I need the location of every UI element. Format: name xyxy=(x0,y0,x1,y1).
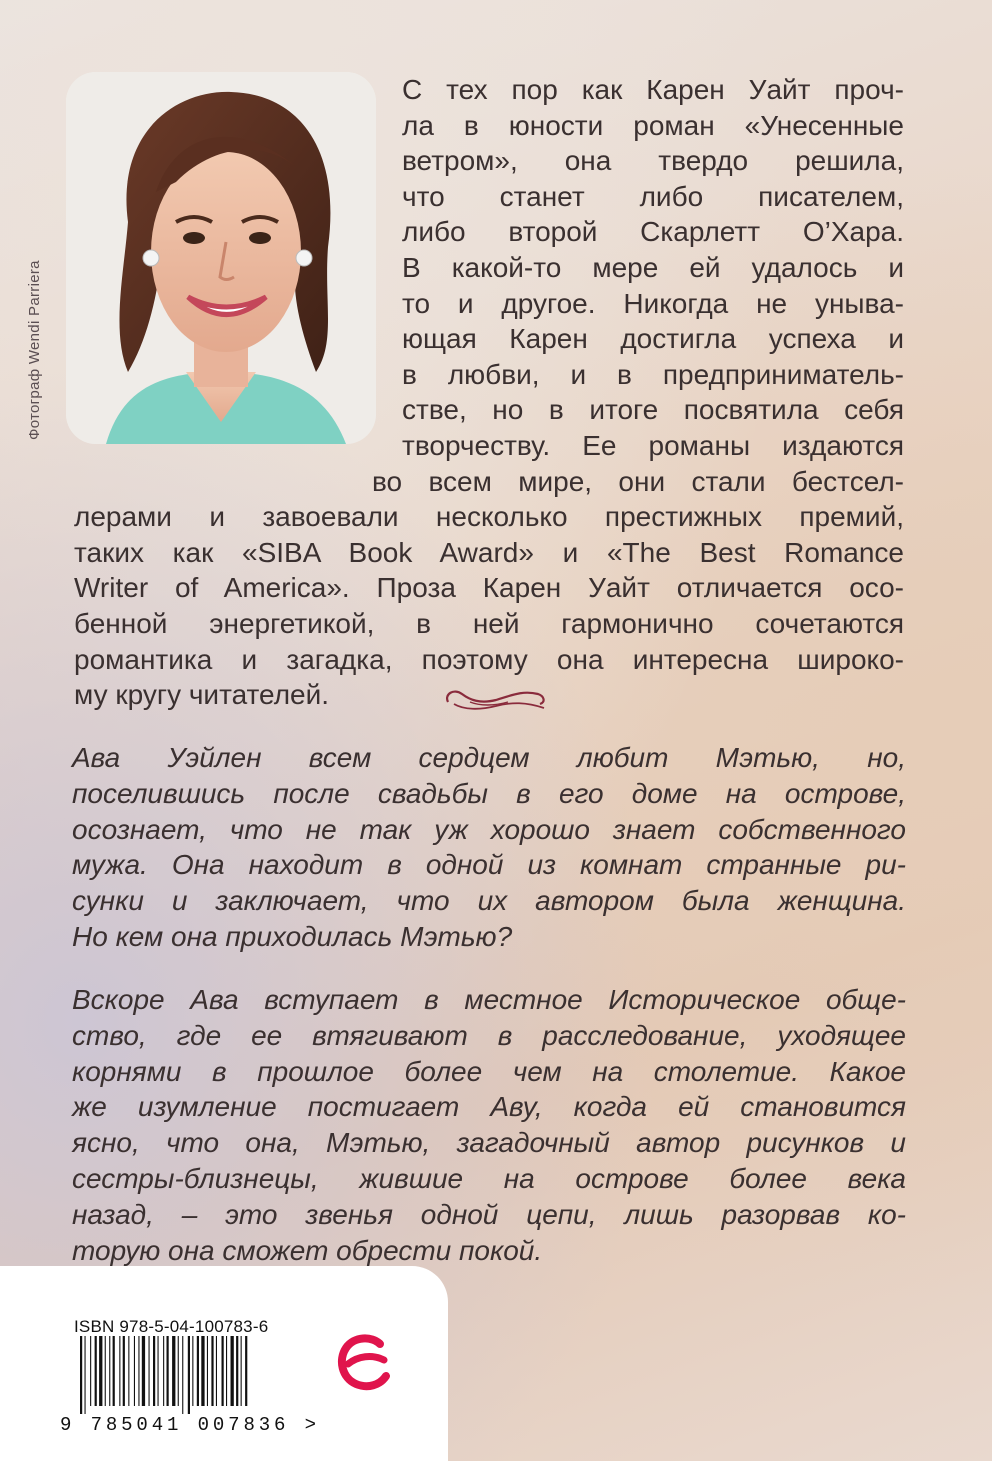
bio-line: во всем мире, они стали бестсел- xyxy=(372,465,904,497)
barcode-bar xyxy=(80,1336,82,1414)
barcode-bar xyxy=(109,1336,110,1406)
synopsis-line: сунки и заключает, что их автором была женщина. xyxy=(72,885,906,917)
barcode-bar xyxy=(188,1336,190,1414)
barcode-bar xyxy=(99,1336,102,1406)
barcode-bar xyxy=(142,1336,145,1406)
bio-line: романтика и загадка, поэтому она интересна широко- xyxy=(74,643,904,675)
barcode-bar xyxy=(211,1336,213,1406)
bio-line: С тех пор как Карен Уайт проч- xyxy=(402,74,904,105)
bio-line: бенной энергетикой, в ней гармонично сочетаются xyxy=(74,608,904,639)
ornament-divider xyxy=(440,680,552,720)
bio-line: ющая Карен достигла успеха и xyxy=(402,323,904,355)
publisher-logo-icon xyxy=(336,1330,394,1394)
synopsis-line: Ава Уэйлен всем сердцем любит Мэтью, но, xyxy=(72,742,906,773)
barcode-bar xyxy=(167,1336,169,1406)
bio-line: ла в юности роман «Унесенные xyxy=(402,109,904,141)
barcode-bar xyxy=(226,1336,227,1406)
barcode-bar xyxy=(216,1336,217,1406)
barcode-bar xyxy=(201,1336,204,1406)
synopsis-line: же изумление постигает Аву, когда ей становится xyxy=(72,1091,906,1123)
barcode-bar xyxy=(113,1336,115,1406)
photo-credit: Фотограф Wendi Parriera xyxy=(26,260,43,440)
barcode-bar xyxy=(158,1336,159,1406)
synopsis-line: осознает, что не так уж хорошо знает собственного xyxy=(72,813,906,845)
synopsis-line: Но кем она приходилась Мэтью? xyxy=(72,921,513,952)
barcode-bar xyxy=(119,1336,120,1406)
bio-line: что станет либо писателем, xyxy=(402,180,904,212)
barcode-bar xyxy=(123,1336,125,1406)
barcode-bar xyxy=(128,1336,129,1406)
barcode-bar xyxy=(192,1336,193,1406)
bio-line: в любви, и в предприниматель- xyxy=(402,358,904,390)
bio-line: то и другое. Никогда не уныва- xyxy=(402,287,904,319)
author-bio xyxy=(0,0,992,711)
barcode-bar xyxy=(172,1336,175,1406)
synopsis-line: сестры-близнецы, жившие на острове более века xyxy=(72,1163,906,1194)
isbn-text: ISBN 978-5-04-100783-6 xyxy=(74,1317,269,1336)
barcode-bar xyxy=(163,1336,164,1406)
barcode-bar xyxy=(85,1336,86,1414)
barcode-bar xyxy=(134,1336,135,1406)
bio-line: ветром», она твердо решила, xyxy=(402,145,904,177)
synopsis-line: ство, где ее втягивают в расследование, уходящее xyxy=(72,1019,906,1051)
barcode-bar xyxy=(138,1336,139,1406)
barcode-bar xyxy=(153,1336,155,1406)
bio-line: таких как «SIBA Book Award» и «The Best Romance xyxy=(74,536,904,568)
bio-line: либо второй Скарлетт О’Хара. xyxy=(402,216,904,248)
barcode-bar xyxy=(197,1336,199,1406)
barcode xyxy=(60,1336,320,1436)
barcode-bar xyxy=(241,1336,242,1406)
barcode-bar xyxy=(105,1336,106,1406)
synopsis-line: корнями в прошлое более чем на столетие. Какое xyxy=(72,1055,906,1087)
bio-line: Writer of America». Проза Карен Уайт отличается осо- xyxy=(74,572,904,604)
barcode-bar xyxy=(245,1336,247,1406)
barcode-bar xyxy=(95,1336,97,1406)
barcode-bar xyxy=(182,1336,183,1414)
barcode-bar xyxy=(207,1336,208,1406)
synopsis-line: мужа. Она находит в одной из комнат странные ри- xyxy=(72,849,906,881)
barcode-bar xyxy=(236,1336,238,1406)
barcode-bar xyxy=(222,1336,224,1406)
barcode-digits: 9 785041 007836 > xyxy=(60,1414,316,1436)
barcode-bar xyxy=(149,1336,150,1406)
bio-line: стве, но в итоге посвятила себя xyxy=(402,394,904,426)
synopsis-line: торую она сможет обрести покой. xyxy=(72,1234,543,1266)
bio-line: му кругу читателей. xyxy=(74,679,330,711)
synopsis-line: поселившись после свадьбы в его доме на острове, xyxy=(72,777,906,809)
bio-line: лерами и завоевали несколько престижных премий, xyxy=(74,501,904,533)
barcode-bar xyxy=(231,1336,234,1406)
bio-line: творчеству. Ее романы издаются xyxy=(402,430,904,461)
barcode-bar xyxy=(178,1336,179,1406)
barcode-bar xyxy=(90,1336,91,1406)
bio-line: В какой-то мере ей удалось и xyxy=(402,252,904,283)
synopsis-line: ясно, что она, Мэтью, загадочный автор рисунков и xyxy=(72,1127,906,1159)
synopsis-line: назад, – это звенья одной цепи, лишь разорвав ко- xyxy=(72,1198,906,1230)
synopsis-line: Вскоре Ава вступает в местное Историческое обще- xyxy=(72,984,906,1015)
